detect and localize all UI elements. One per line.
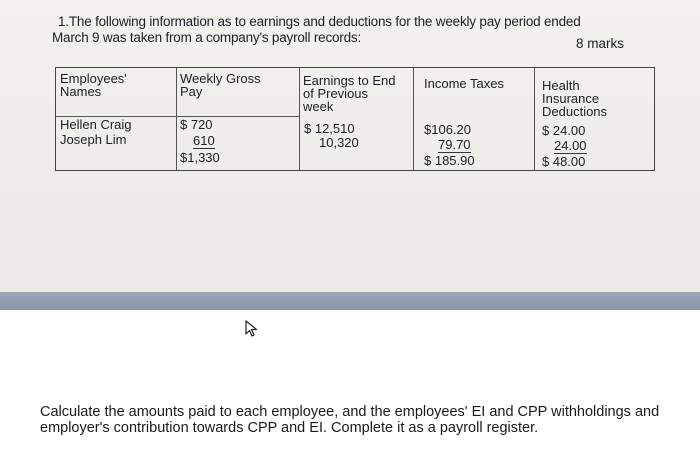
row-1-gross: $ 720 bbox=[180, 117, 213, 132]
column-divider bbox=[176, 68, 177, 170]
answer-area bbox=[0, 310, 700, 469]
header-earnings-previous: Earnings to End of Previous week bbox=[303, 73, 396, 114]
header-names: Employees' Names bbox=[60, 71, 127, 99]
payroll-table bbox=[55, 67, 655, 171]
column-divider bbox=[534, 68, 535, 170]
row-2-tax: 79.70 bbox=[438, 137, 471, 152]
total-health: $ 48.00 bbox=[542, 154, 586, 169]
row-2-name: Joseph Lim bbox=[60, 132, 127, 147]
column-divider bbox=[413, 68, 414, 170]
header-health-insurance: Health Insurance Deductions bbox=[542, 78, 608, 119]
total-gross: $1,330 bbox=[180, 150, 220, 165]
instruction-text: Calculate the amounts paid to each employee, and the employees' EI and CPP withholdings and employer's contribution towards CPP and EI. Complete it as a payroll register. bbox=[40, 404, 660, 436]
row-1-health: $ 24.00 bbox=[542, 123, 586, 138]
row-2-health: 24.00 bbox=[554, 138, 587, 153]
row-1-tax: $106.20 bbox=[424, 122, 471, 137]
header-gross-pay: Weekly Gross Pay bbox=[180, 71, 261, 99]
question-text-line-2: March 9 was taken from a company's payroll records: bbox=[52, 30, 362, 45]
mouse-pointer-icon bbox=[245, 320, 259, 338]
section-divider-bar bbox=[0, 292, 700, 310]
row-2-earnings: 10,320 bbox=[319, 135, 359, 150]
row-2-gross: 610 bbox=[193, 133, 215, 148]
row-1-earnings: $ 12,510 bbox=[304, 121, 355, 136]
column-divider bbox=[299, 68, 300, 170]
total-tax: $ 185.90 bbox=[424, 153, 475, 168]
row-1-name: Hellen Craig bbox=[60, 117, 132, 132]
question-text-line-1: 1.The following information as to earnings and deductions for the weekly pay period ended bbox=[58, 14, 581, 29]
marks-label: 8 marks bbox=[576, 36, 625, 51]
header-income-taxes: Income Taxes bbox=[424, 76, 504, 91]
